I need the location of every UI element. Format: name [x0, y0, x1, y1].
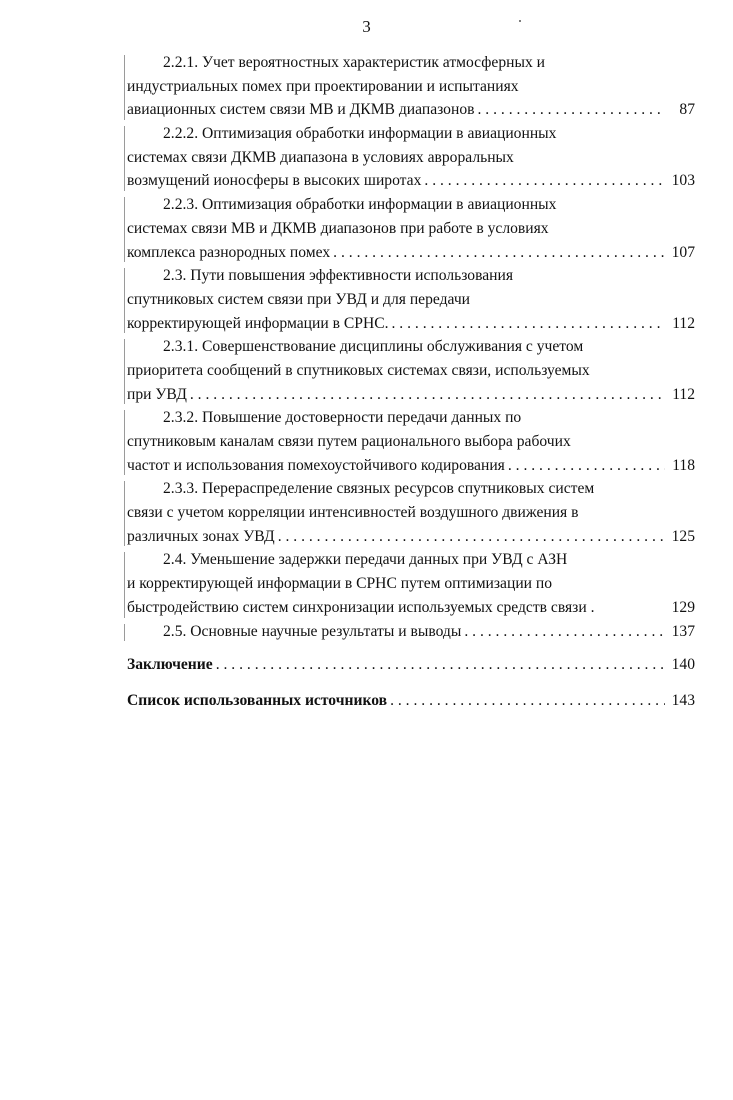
- entry-bracket: [124, 339, 125, 404]
- toc-entry-last-line: [127, 454, 695, 478]
- toc-entry-2-2-2[interactable]: [127, 122, 695, 193]
- toc-entry-line: 2.3.2. Повышение достоверности передачи данных по: [163, 409, 522, 427]
- toc-entry-label: Список использованных источников: [127, 691, 388, 709]
- toc-page-number: 112: [672, 385, 695, 403]
- toc-entry-2-3-2[interactable]: [127, 406, 695, 477]
- toc-entry-2-2-1[interactable]: [127, 51, 695, 122]
- toc-entry-2-3-3[interactable]: [127, 477, 695, 548]
- toc-entry-last-line: [127, 689, 695, 713]
- entry-bracket: [124, 481, 125, 546]
- entry-bracket: [124, 197, 125, 262]
- entry-bracket: [124, 268, 125, 333]
- toc-entry-line: 2.3. Пути повышения эффективности использования: [163, 267, 514, 285]
- leader-dots: [190, 383, 665, 407]
- toc-entry-2-3[interactable]: [127, 264, 695, 335]
- toc-entry-line: индустриальных помех при проектировании и испытаниях: [127, 77, 519, 95]
- toc-entry-last-line: [127, 98, 695, 122]
- toc-entry-line: быстродействию систем синхронизации используемых средств связи .: [127, 598, 595, 616]
- table-of-contents: [127, 51, 695, 713]
- toc-entry-2-2-3[interactable]: [127, 193, 695, 264]
- leader-dots: [508, 454, 665, 478]
- toc-entry-2-4[interactable]: [127, 548, 695, 619]
- leader-dots: [464, 620, 665, 644]
- toc-entry-line: системах связи ДКМВ диапазона в условиях авроральных: [127, 148, 514, 166]
- toc-entry-last-line: [127, 653, 695, 677]
- toc-entry-references[interactable]: [127, 689, 695, 713]
- toc-entry-last-line: [127, 620, 695, 644]
- entry-bracket: [124, 410, 125, 475]
- toc-page-number: 129: [671, 598, 695, 616]
- toc-entry-line: различных зонах УВД: [127, 527, 275, 545]
- toc-entry-last-line: [127, 525, 695, 549]
- toc-entry-last-line: [127, 241, 695, 265]
- toc-page-number: 137: [671, 622, 695, 640]
- toc-entry-line: 2.3.1. Совершенствование дисциплины обслуживания с учетом: [163, 338, 584, 356]
- toc-page-number: 140: [671, 656, 695, 674]
- entry-bracket: [124, 126, 125, 191]
- toc-entry-last-line: [127, 596, 695, 620]
- leader-dots: [390, 689, 665, 713]
- toc-page-number: 143: [671, 691, 695, 709]
- toc-entry-line: комплекса разнородных помех: [127, 243, 331, 261]
- toc-entry-line: 2.2.2. Оптимизация обработки информации в авиационных: [163, 125, 557, 143]
- leader-dots: [392, 312, 666, 336]
- entry-bracket: [124, 552, 125, 617]
- entry-bracket: [124, 55, 125, 120]
- leader-dots: [278, 525, 665, 549]
- toc-entry-line: 2.5. Основные научные результаты и выводы: [163, 622, 462, 640]
- toc-entry-last-line: [127, 383, 695, 407]
- toc-entry-label: Заключение: [127, 656, 213, 674]
- toc-page-number: 125: [671, 527, 695, 545]
- toc-page-number: 103: [671, 172, 695, 190]
- toc-page-number: 87: [679, 101, 695, 119]
- toc-entry-last-line: [127, 169, 695, 193]
- toc-entry-line: корректирующей информации в СРНС.: [127, 314, 389, 332]
- toc-entry-conclusion[interactable]: [127, 653, 695, 677]
- leader-dots: [216, 653, 665, 677]
- toc-page-number: 112: [672, 314, 695, 332]
- toc-entry-last-line: [127, 312, 695, 336]
- toc-page-number: 107: [671, 243, 695, 261]
- toc-entry-line: при УВД: [127, 385, 187, 403]
- toc-entry-line: авиационных систем связи МВ и ДКМВ диапазонов: [127, 101, 475, 119]
- leader-dots: [478, 98, 666, 122]
- leader-dots: [424, 169, 665, 193]
- scan-artifact-dot: [519, 20, 521, 22]
- spacer: [127, 643, 695, 653]
- spacer: [127, 677, 695, 689]
- toc-entry-line: 2.2.3. Оптимизация обработки информации в авиационных: [163, 196, 557, 214]
- toc-entry-line: спутниковых систем связи при УВД и для передачи: [127, 290, 471, 308]
- leader-dots: [333, 241, 665, 265]
- entry-bracket: [124, 624, 125, 642]
- toc-entry-line: связи с учетом корреляции интенсивностей воздушного движения в: [127, 504, 579, 522]
- toc-page-number: 118: [672, 456, 695, 474]
- toc-entry-line: спутниковым каналам связи путем рационального выбора рабочих: [127, 433, 571, 450]
- toc-entry-2-3-1[interactable]: [127, 335, 695, 406]
- page-number: 3: [362, 17, 371, 36]
- toc-entry-line: 2.3.3. Перераспределение связных ресурсов спутниковых систем: [163, 480, 595, 498]
- toc-entry-line: и корректирующей информации в СРНС путем оптимизации по: [127, 575, 553, 593]
- toc-entry-line: приоритета сообщений в спутниковых системах связи, используемых: [127, 361, 590, 379]
- toc-entry-line: частот и использования помехоустойчивого кодирования: [127, 456, 505, 474]
- toc-entry-2-5[interactable]: [127, 620, 695, 644]
- toc-entry-line: 2.4. Уменьшение задержки передачи данных при УВД с АЗН: [163, 551, 568, 569]
- toc-entry-line: возмущений ионосферы в высоких широтах: [127, 172, 422, 190]
- toc-entry-line: системах связи МВ и ДКМВ диапазонов при работе в условиях: [127, 219, 549, 237]
- toc-entry-line: 2.2.1. Учет вероятностных характеристик атмосферных и: [163, 54, 545, 71]
